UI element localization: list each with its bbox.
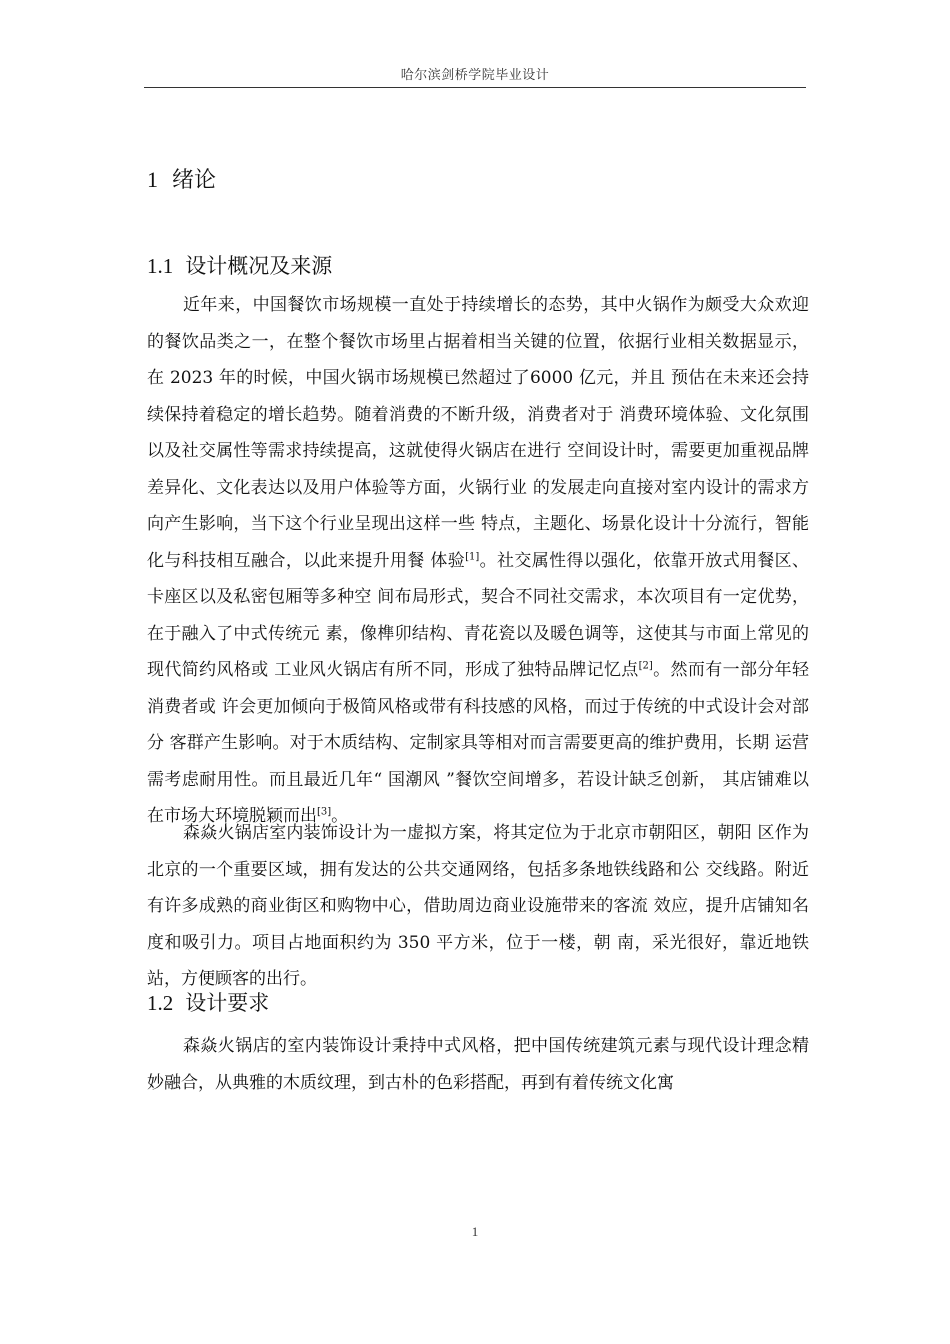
paragraph-text: 。 bbox=[331, 806, 349, 826]
header-divider bbox=[144, 87, 806, 88]
citation-ref: [1] bbox=[465, 550, 480, 562]
chapter-heading bbox=[147, 163, 216, 194]
chapter-number: 1 bbox=[147, 167, 158, 192]
section-number: 1.1 bbox=[147, 254, 174, 278]
chapter-title: 绪论 bbox=[172, 168, 217, 193]
paragraph-project-location: 森焱火锅店室内装饰设计为一虚拟方案，将其定位为于北京市朝阳区，朝阳 区作为北京的一个重要区域，拥有发达的公共交通网络，包括多条地铁线路和公 交线路。附近有许多成熟的商业街区和购物中心，借助周边商业设施带来的客流 效应，提升店铺知名度和吸引力。项目占地面积约为 350 平方米，位于一楼，朝 南，采光很好，靠近地铁站，方便顾客的出行。 bbox=[147, 823, 809, 989]
section-heading-1-2 bbox=[147, 987, 269, 1017]
section-number: 1.2 bbox=[147, 991, 174, 1015]
paragraph-text: 。然而有一部分年轻消费者或 许会更加倾向于极简风格或带有科技感的风格，而过于传统的中式设计会对部分 客群产生影响。对于木质结构、定制家具等相对而言需要更高的维护费用，长期 运营需考虑耐用性。而且最近几年“ 国潮风 ”餐饮空间增多，若设计缺乏创新， 其店铺难以在市场大环境脱颖而出 bbox=[147, 660, 810, 826]
paragraph-text: 近年来，中国餐饮市场规模一直处于持续增长的态势，其中火锅作为颇受大众欢迎的餐饮品类之一，在整个餐饮市场里占据着相当关键的位置，依据行业相关数据显示，在 2023 年的时候，中国火锅市场规模已然超过了6000 亿元，并且 预估在未来还会持续保持着稳定的增长趋势。随着消费的不断升级，消费者对于 消费环境体验、文化氛围以及社交属性等需求持续提高，这就使得火锅店在进行 空间设计时，需要更加重视品牌差异化、文化表达以及用户体验等方面，火锅行业 的发展走向直接对室内设计的需求方向产生影响，当下这个行业呈现出这样一些 特点，主题化、场景化设计十分流行，智能化与科技相互融合，以此来提升用餐 体验 bbox=[147, 295, 809, 571]
section-title: 设计要求 bbox=[185, 991, 270, 1015]
citation-ref: [3] bbox=[317, 806, 332, 818]
running-header: 哈尔滨剑桥学院毕业设计 bbox=[400, 68, 550, 83]
paragraph-design-requirements: 森焱火锅店的室内装饰设计秉持中式风格，把中国传统建筑元素与现代设计理念精妙融合，从典雅的木质纹理，到古朴的色彩搭配，再到有着传统文化寓 bbox=[147, 1036, 809, 1093]
paragraph-text: 。社交属性得以强化，依靠开放式用餐区、卡座区以及私密包厢等多种空 间布局形式，契合不同社交需求，本次项目有一定优势，在于融入了中式传统元 素，像榫卯结构、青花瓷以及暖色调等，这使其与市面上常见的现代简约风格或 工业风火锅店有所不同，形成了独特品牌记忆点 bbox=[147, 550, 810, 680]
section-heading-1-1 bbox=[147, 250, 332, 280]
section-title: 设计概况及来源 bbox=[185, 254, 333, 278]
page-number: 1 bbox=[471, 1224, 479, 1239]
paragraph-market-overview bbox=[147, 287, 809, 835]
citation-ref: [2] bbox=[638, 660, 653, 672]
